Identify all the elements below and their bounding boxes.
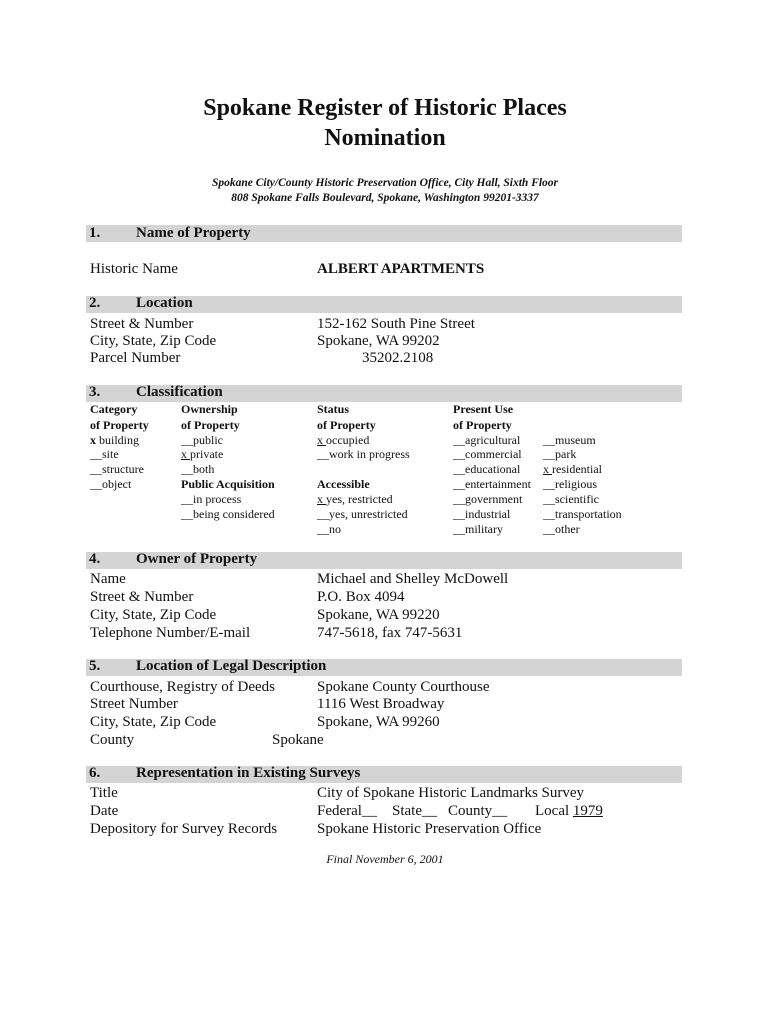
section-3-title: Classification: [136, 384, 223, 400]
survey-county: County__: [448, 803, 508, 819]
status-occupied: x occupied: [317, 433, 370, 447]
present-use-header-2: of Property: [453, 418, 512, 432]
survey-title-label: Title: [90, 785, 118, 801]
use-scientific: __scientific: [543, 492, 599, 506]
use-agricultural: __agricultural: [453, 433, 521, 447]
historic-name-label: Historic Name: [90, 261, 178, 277]
section-2-title: Location: [136, 295, 193, 311]
present-use-header: Present Use: [453, 402, 514, 416]
section-5-title: Location of Legal Description: [136, 658, 327, 674]
section-4-number: 4.: [89, 551, 101, 567]
use-government: __government: [453, 492, 523, 506]
ownership-header: Ownership: [181, 402, 238, 416]
use-park: __park: [543, 447, 577, 461]
use-religious: __religious: [543, 477, 597, 491]
city-value: Spokane, WA 99202: [317, 333, 440, 349]
address-line: 808 Spokane Falls Boulevard, Spokane, Washington 99201-3337: [231, 192, 539, 204]
legal-city-value: Spokane, WA 99260: [317, 714, 440, 730]
section-1-title: Name of Property: [136, 225, 251, 241]
survey-date-label: Date: [90, 803, 119, 819]
use-transportation: __transportation: [543, 507, 622, 521]
section-3-number: 3.: [89, 384, 101, 400]
legal-city-label: City, State, Zip Code: [90, 714, 217, 730]
use-residential: x residential: [543, 462, 602, 476]
category-structure: __structure: [90, 462, 144, 476]
use-commercial: __commercial: [453, 447, 522, 461]
accessible-yes-restricted: x yes, restricted: [317, 492, 393, 506]
ownership-private: x private: [181, 447, 224, 461]
category-header: Category: [90, 402, 138, 416]
section-2-number: 2.: [89, 295, 101, 311]
status-header: Status: [317, 402, 350, 416]
section-1-number: 1.: [89, 225, 101, 241]
depository-value: Spokane Historic Preservation Office: [317, 821, 542, 837]
section-4-title: Owner of Property: [136, 551, 258, 567]
use-educational: __educational: [453, 462, 521, 476]
status-work-in-progress: __work in progress: [317, 447, 410, 461]
owner-phone-label: Telephone Number/E-mail: [90, 625, 251, 641]
legal-street-label: Street Number: [90, 696, 178, 712]
section-6-number: 6.: [89, 765, 101, 781]
survey-title-value: City of Spokane Historic Landmarks Survey: [317, 785, 585, 801]
owner-street-value: P.O. Box 4094: [317, 589, 405, 605]
courthouse-label: Courthouse, Registry of Deeds: [90, 679, 275, 695]
section-6-title: Representation in Existing Surveys: [136, 765, 361, 781]
depository-label: Depository for Survey Records: [90, 821, 278, 837]
accessible-no: __no: [317, 522, 341, 536]
survey-state: State__: [392, 803, 437, 819]
owner-phone-value: 747-5618, fax 747-5631: [317, 625, 463, 641]
county-label: County: [90, 732, 135, 748]
status-header-2: of Property: [317, 418, 376, 432]
use-other: __other: [543, 522, 580, 536]
final-date: Final November 6, 2001: [326, 852, 444, 866]
category-building: x building: [90, 433, 140, 447]
county-value: Spokane: [272, 732, 324, 748]
accessible-yes-unrestricted: __yes, unrestricted: [317, 507, 408, 521]
acquisition-in-process: __in process: [181, 492, 242, 506]
document-title-line2: Nomination: [324, 125, 446, 151]
survey-local-year: 1979: [572, 803, 603, 819]
owner-street-label: Street & Number: [90, 589, 194, 605]
office-line: Spokane City/County Historic Preservation Office, City Hall, Sixth Floor: [211, 177, 559, 189]
public-acquisition-header: Public Acquisition: [181, 477, 275, 491]
street-label: Street & Number: [90, 316, 194, 332]
survey-federal: Federal__: [317, 803, 377, 819]
parcel-value: 35202.2108: [362, 350, 434, 366]
owner-city-label: City, State, Zip Code: [90, 607, 217, 623]
ownership-header-2: of Property: [181, 418, 240, 432]
ownership-public: __public: [181, 433, 223, 447]
document-title: Spokane Register of Historic Places: [203, 95, 567, 121]
city-label: City, State, Zip Code: [90, 333, 217, 349]
category-site: __site: [90, 447, 119, 461]
courthouse-value: Spokane County Courthouse: [317, 679, 490, 695]
owner-name-value: Michael and Shelley McDowell: [317, 571, 509, 587]
survey-local-label: Local: [535, 803, 570, 819]
street-value: 152-162 South Pine Street: [317, 316, 475, 332]
legal-street-value: 1116 West Broadway: [317, 696, 445, 712]
owner-name-label: Name: [90, 571, 126, 587]
owner-city-value: Spokane, WA 99220: [317, 607, 440, 623]
category-header-2: of Property: [90, 418, 149, 432]
section-5-number: 5.: [89, 658, 101, 674]
use-industrial: __industrial: [453, 507, 511, 521]
use-museum: __museum: [543, 433, 596, 447]
historic-name-value: ALBERT APARTMENTS: [317, 261, 485, 277]
use-military: __military: [453, 522, 503, 536]
accessible-header: Accessible: [317, 477, 370, 491]
category-object: __object: [90, 477, 132, 491]
survey-local: [535, 802, 603, 820]
acquisition-being-considered: __being considered: [181, 507, 275, 521]
ownership-both: __both: [181, 462, 215, 476]
parcel-label: Parcel Number: [90, 350, 181, 366]
use-entertainment: __entertainment: [453, 477, 531, 491]
